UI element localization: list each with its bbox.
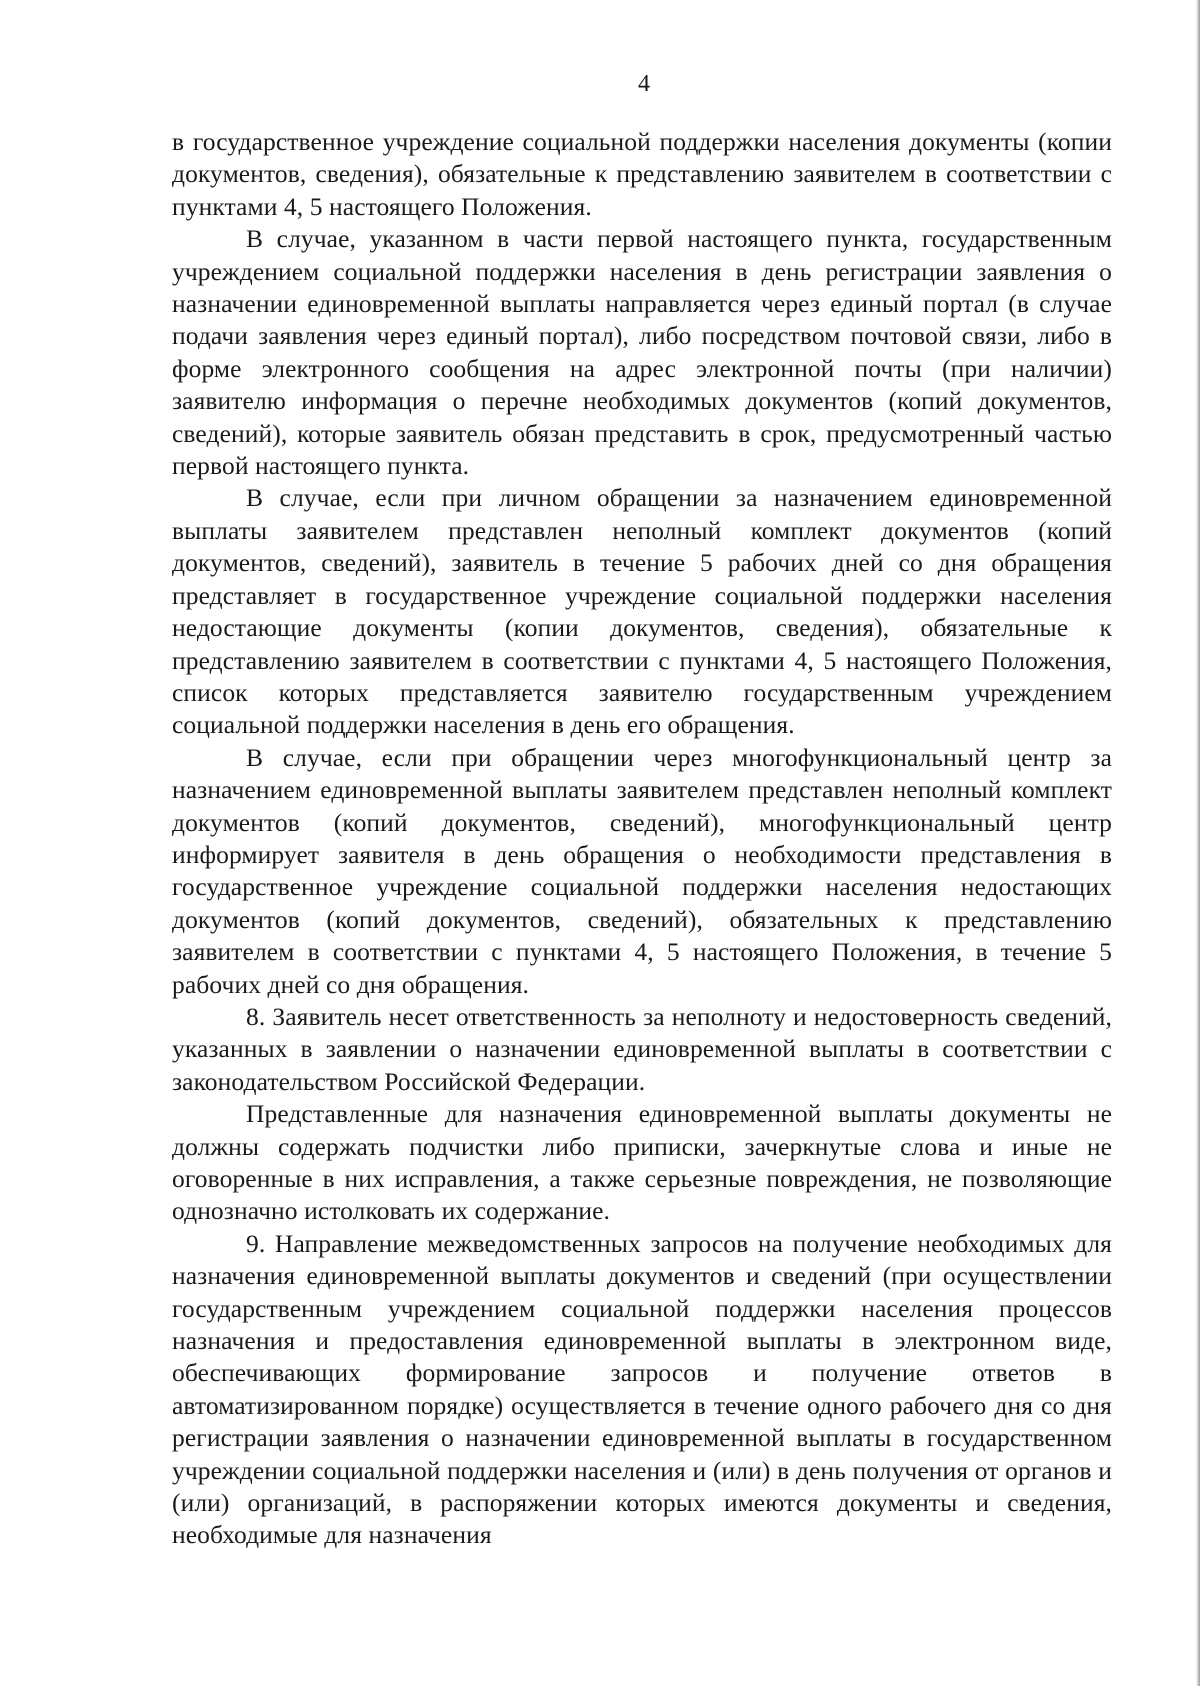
paragraph: В случае, если при обращении через многофункциональный центр за назначением единовременной выплаты заявителем представлен неполный комплект документов (копий документов, сведений), многофункциональный центр информирует заявителя в день обращения о необходимости представления в государственное учреждение социальной поддержки населения недостающих документов (копий документов, сведений), обязательных к представлению заявителем в соответствии с пунктами 4, 5 настоящего Положения, в течение 5 рабочих дней со дня обращения. xyxy=(172,742,1112,999)
page-number: 4 xyxy=(638,71,650,97)
paragraph-item-8: 8. Заявитель несет ответственность за неполноту и недостоверность сведений, указанных в заявлении о назначении единовременной выплаты в соответствии с законодательством Российской Федерации. xyxy=(172,1001,1112,1096)
paragraph: Представленные для назначения единовременной выплаты документы не должны содержать подчистки либо приписки, зачеркнутые слова и иные не оговоренные в них исправления, а также серьезные повреждения, не позволяющие однозначно истолковать их содержание. xyxy=(172,1099,1112,1226)
paragraph-item-9: 9. Направление межведомственных запросов на получение необходимых для назначения единовременной выплаты документов и сведений (при осуществлении государственным учреждением социальной поддержки населения процессов назначения и предоставления единовременной выплаты в электронном виде, обеспечивающих формирование запросов и получение ответов в автоматизированном порядке) осуществляется в течение одного рабочего дня со дня регистрации заявления о назначении единовременной выплаты в государственном учреждении социальной поддержки населения и (или) в день получения от органов и (или) организаций, в распоряжении которых имеются документы и сведения, необходимые для назначения xyxy=(172,1228,1112,1550)
scan-edge xyxy=(1196,0,1200,1686)
paragraph: В случае, указанном в части первой настоящего пункта, государственным учреждением социальной поддержки населения в день регистрации заявления о назначении единовременной выплаты направляется через единый портал (в случае подачи заявления через единый портал), либо посредством почтовой связи, либо в форме электронного сообщения на адрес электронной почты (при наличии) заявителю информация о перечне необходимых документов (копий документов, сведений), которые заявитель обязан представить в срок, предусмотренный частью первой настоящего пункта. xyxy=(172,224,1112,481)
paragraph: В случае, если при личном обращении за назначением единовременной выплаты заявителем представлен неполный комплект документов (копий документов, сведений), заявитель в течение 5 рабочих дней со дня обращения представляет в государственное учреждение социальной поддержки населения недостающие документы (копии документов, сведения), обязательные к представлению заявителем в соответствии с пунктами 4, 5 настоящего Положения, список которых представляется заявителю государственным учреждением социальной поддержки населения в день его обращения. xyxy=(172,483,1112,740)
paragraph-continuation: в государственное учреждение социальной поддержки населения документы (копии документов, сведения), обязательные к представлению заявителем в соответствии с пунктами 4, 5 настоящего Положения. xyxy=(172,127,1112,221)
document-body xyxy=(172,126,1112,1552)
